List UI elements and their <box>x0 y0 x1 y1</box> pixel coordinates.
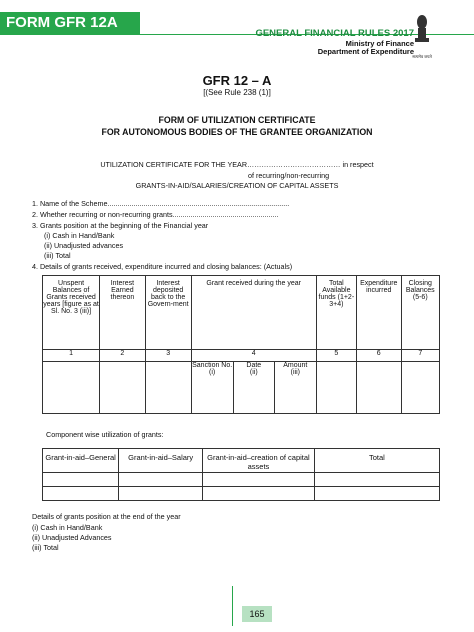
table-cell <box>43 487 119 501</box>
table-cell <box>316 362 356 414</box>
col-salary: Grant-in-aid–Salary <box>119 449 203 473</box>
table-cell <box>43 362 100 414</box>
col-general: Grant-in-aid–General <box>43 449 119 473</box>
item-grant-type: 2. Whether recurring or non-recurring grants..................................................... <box>32 210 279 219</box>
table-cell <box>203 487 315 501</box>
subcol-label: Date <box>246 362 262 369</box>
emblem-caption: सत्यमेव जयते <box>412 54 432 59</box>
table-cell <box>203 473 315 487</box>
ministry-name: Ministry of Finance <box>345 39 414 48</box>
col-number: 1 <box>43 350 100 362</box>
subcol-label: Sanction No. <box>192 362 233 369</box>
subcol-number: (iii) <box>290 369 300 376</box>
col-number: 3 <box>145 350 191 362</box>
col-unspent-balances: Unspent Balances of Grants received years [figure as at Sl. No. 3 (iii)] <box>43 276 100 350</box>
subcol-amount <box>274 362 316 414</box>
page-number: 165 <box>242 606 272 622</box>
grants-table <box>42 275 440 414</box>
subcol-number: (i) <box>209 369 216 376</box>
item-details: 4. Details of grants received, expenditure incurred and closing balances: (Actuals) <box>32 262 293 271</box>
table-cell <box>401 362 439 414</box>
component-table <box>42 448 440 501</box>
col-expenditure: Expenditure incurred <box>356 276 401 350</box>
footer-rule <box>232 586 233 626</box>
end-position-label: Details of grants position at the end of the year <box>32 512 181 521</box>
table-cell <box>145 362 191 414</box>
end-total: (iii) Total <box>32 543 59 552</box>
certificate-title-line2: FOR AUTONOMOUS BODIES OF THE GRANTEE ORGANIZATION <box>101 127 373 137</box>
table-cell <box>356 362 401 414</box>
col-closing-balances: Closing Balances (5-6) <box>401 276 439 350</box>
subcol-date <box>233 362 274 414</box>
table-cell <box>119 473 203 487</box>
table-cell <box>43 473 119 487</box>
subcol-sanction-no <box>191 362 233 414</box>
col-total: Total <box>314 449 439 473</box>
col-interest-earned: Interest Earned thereon <box>100 276 146 350</box>
col-total-funds: Total Available funds (1+2-3+4) <box>316 276 356 350</box>
item-advances: (ii) Unadjusted advances <box>44 241 124 250</box>
form-title: GFR 12 – A <box>202 73 272 88</box>
certificate-line1: UTILIZATION CERTIFICATE FOR THE YEAR………………………………… in respect <box>100 160 374 169</box>
department-name: Department of Expenditure <box>317 47 414 56</box>
item-cash: (i) Cash in Hand/Bank <box>44 231 115 240</box>
col-number: 7 <box>401 350 439 362</box>
rules-title: GENERAL FINANCIAL RULES 2017 <box>255 28 414 39</box>
col-grant-received: Grant received during the year <box>191 276 316 350</box>
col-capital-assets: Grant-in-aid–creation of capital assets <box>203 449 315 473</box>
col-interest-deposited: Interest deposited back to the Govern-ment <box>145 276 191 350</box>
col-number: 6 <box>356 350 401 362</box>
end-cash: (i) Cash in Hand/Bank <box>32 523 103 532</box>
col-number: 5 <box>316 350 356 362</box>
rule-reference: [(See Rule 238 (1)] <box>203 88 271 97</box>
item-total: (iii) Total <box>44 251 71 260</box>
certificate-line3: GRANTS-IN-AID/SALARIES/CREATION OF CAPITAL ASSETS <box>135 181 339 190</box>
certificate-title-line1: FORM OF UTILIZATION CERTIFICATE <box>158 115 316 125</box>
item-grants-position: 3. Grants position at the beginning of the Financial year <box>32 221 209 230</box>
end-advances: (ii) Unadjusted Advances <box>32 533 112 542</box>
table-cell <box>119 487 203 501</box>
form-tag: FORM GFR 12A <box>0 12 140 34</box>
component-label: Component wise utilization of grants: <box>46 430 164 439</box>
col-number: 2 <box>100 350 146 362</box>
table-cell <box>314 473 439 487</box>
col-number: 4 <box>191 350 316 362</box>
certificate-line2: of recurring/non-recurring <box>248 171 330 180</box>
table-cell <box>100 362 146 414</box>
emblem-icon <box>412 12 432 52</box>
table-cell <box>314 487 439 501</box>
item-scheme-name: 1. Name of the Scheme........................................................................................... <box>32 199 290 208</box>
subcol-number: (ii) <box>249 369 258 376</box>
subcol-label: Amount <box>283 362 308 369</box>
